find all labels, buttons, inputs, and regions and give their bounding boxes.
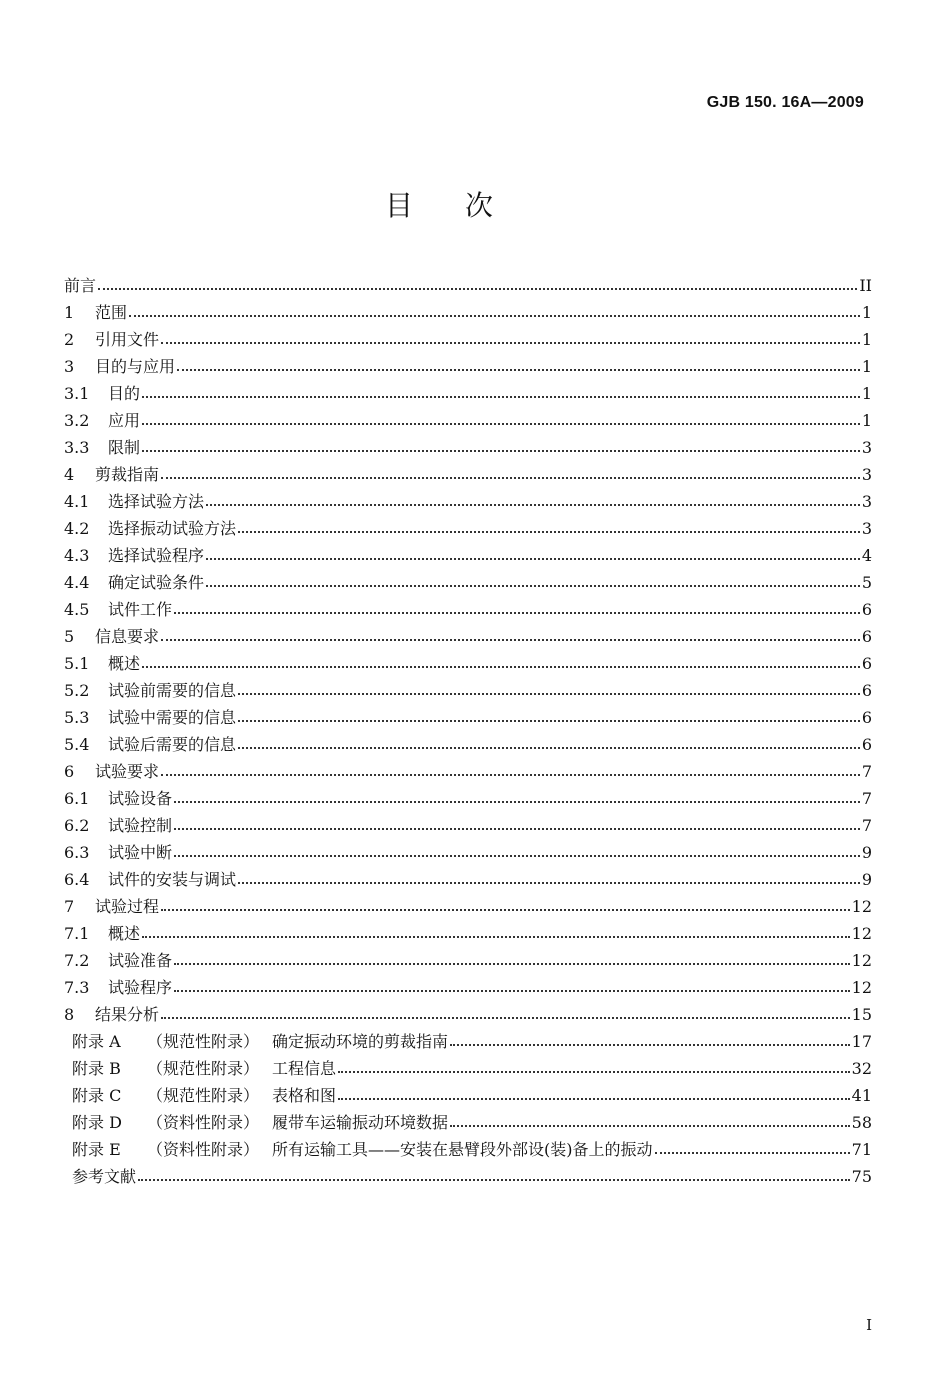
toc-entry[interactable] <box>64 272 872 299</box>
toc-entry-page: 6 <box>861 708 872 727</box>
toc-entry-label: 选择振动试验方法 <box>108 519 237 538</box>
toc-appendix-entry[interactable] <box>64 1055 872 1082</box>
toc-entry-page: 12 <box>851 897 872 916</box>
appendix-kind: （规范性附录） <box>147 1059 260 1078</box>
toc-entry-label: 试验过程 <box>95 897 160 916</box>
appendix-kind: （资料性附录） <box>147 1113 260 1132</box>
toc-references-entry[interactable] <box>64 1163 872 1190</box>
toc-entry-number: 4 <box>64 465 75 484</box>
toc-entry-label: 选择试验程序 <box>108 546 205 565</box>
toc-leader-dots <box>238 692 860 695</box>
toc-entry-label: 目的与应用 <box>95 357 176 376</box>
standard-code: GJB 150. 16A—2009 <box>706 94 864 111</box>
toc-entry-label: 选择试验方法 <box>108 492 205 511</box>
toc-entry-page: 15 <box>851 1005 872 1024</box>
toc-leader-dots <box>338 1097 850 1100</box>
toc-leader-dots <box>450 1043 850 1046</box>
toc-entry-label: 试件的安装与调试 <box>108 870 237 889</box>
toc-entry[interactable] <box>64 542 872 569</box>
toc-entry-label: 前言 <box>64 276 97 295</box>
appendix-label: 所有运输工具——安装在悬臂段外部设(装)备上的振动 <box>272 1140 653 1159</box>
toc-appendix-entry[interactable] <box>64 1082 872 1109</box>
toc-entry[interactable] <box>64 353 872 380</box>
toc-entry[interactable] <box>64 380 872 407</box>
toc-leader-dots <box>161 341 860 344</box>
toc-leader-dots <box>174 989 850 992</box>
toc-leader-dots <box>177 368 860 371</box>
toc-entry-label: 试验前需要的信息 <box>108 681 237 700</box>
references-label: 参考文献 <box>72 1167 137 1186</box>
toc-leader-dots <box>206 503 860 506</box>
toc-entry-page: 7 <box>861 762 872 781</box>
toc-entry-page: 7 <box>861 816 872 835</box>
toc-entry-label: 限制 <box>108 438 141 457</box>
toc-entry[interactable] <box>64 299 872 326</box>
toc-leader-dots <box>161 638 860 641</box>
toc-leader-dots <box>450 1124 850 1127</box>
appendix-label: 确定振动环境的剪裁指南 <box>272 1032 449 1051</box>
toc-entry[interactable] <box>64 920 872 947</box>
toc-leader-dots <box>238 719 860 722</box>
toc-entry-number: 4.2 <box>64 519 90 538</box>
page-title: 目次 <box>384 189 545 222</box>
toc-entry[interactable] <box>64 785 872 812</box>
toc-entry-page: 6 <box>861 735 872 754</box>
toc-appendix-entry[interactable] <box>64 1028 872 1055</box>
toc-leader-dots <box>174 962 850 965</box>
appendix-label: 表格和图 <box>272 1086 337 1105</box>
appendix-kind: （规范性附录） <box>147 1086 260 1105</box>
toc-entry-page: 7 <box>861 789 872 808</box>
table-of-contents <box>64 272 872 1190</box>
toc-entry-number: 7 <box>64 897 75 916</box>
toc-entry-page: 3 <box>861 438 872 457</box>
toc-entry-number: 1 <box>64 303 75 322</box>
appendix-letter: 附录 D <box>72 1113 122 1132</box>
toc-entry[interactable] <box>64 515 872 542</box>
toc-entry-page: 1 <box>861 384 872 403</box>
toc-appendix-entry[interactable] <box>64 1136 872 1163</box>
toc-leader-dots <box>174 854 860 857</box>
appendix-letter: 附录 C <box>72 1086 122 1105</box>
toc-entry-number: 5 <box>64 627 75 646</box>
toc-entry-label: 应用 <box>108 411 141 430</box>
toc-leader-dots <box>338 1070 850 1073</box>
toc-entry[interactable] <box>64 731 872 758</box>
toc-entry-number: 4.5 <box>64 600 90 619</box>
toc-leader-dots <box>655 1151 850 1154</box>
toc-leader-dots <box>238 530 860 533</box>
toc-entry-number: 7.1 <box>64 924 90 943</box>
appendix-page: 17 <box>851 1032 872 1051</box>
toc-entry-number: 7.3 <box>64 978 90 997</box>
toc-leader-dots <box>174 611 860 614</box>
toc-entry[interactable] <box>64 650 872 677</box>
toc-leader-dots <box>138 1178 850 1181</box>
toc-entry-number: 7.2 <box>64 951 90 970</box>
toc-leader-dots <box>142 449 860 452</box>
toc-entry-label: 试验要求 <box>95 762 160 781</box>
toc-entry-number: 6.3 <box>64 843 90 862</box>
appendix-page: 58 <box>851 1113 872 1132</box>
toc-entry[interactable] <box>64 569 872 596</box>
toc-entry-label: 结果分析 <box>95 1005 160 1024</box>
toc-entry-label: 概述 <box>108 924 141 943</box>
toc-entry-label: 试验准备 <box>108 951 173 970</box>
toc-entry-label: 范围 <box>95 303 128 322</box>
toc-entry-number: 4.4 <box>64 573 90 592</box>
toc-entry[interactable] <box>64 623 872 650</box>
toc-entry-number: 4.3 <box>64 546 90 565</box>
appendix-page: 41 <box>851 1086 872 1105</box>
toc-entry-number: 3 <box>64 357 75 376</box>
toc-entry-label: 试验后需要的信息 <box>108 735 237 754</box>
appendix-letter: 附录 A <box>72 1032 121 1051</box>
toc-entry[interactable] <box>64 947 872 974</box>
toc-entry-page: 4 <box>861 546 872 565</box>
toc-entry-label: 试验控制 <box>108 816 173 835</box>
toc-entry-page: 9 <box>861 870 872 889</box>
toc-leader-dots <box>142 665 860 668</box>
toc-entry-number: 5.2 <box>64 681 90 700</box>
toc-entry-page: 9 <box>861 843 872 862</box>
toc-entry[interactable] <box>64 974 872 1001</box>
toc-entry-number: 6.1 <box>64 789 90 808</box>
toc-leader-dots <box>129 314 860 317</box>
toc-leader-dots <box>174 827 860 830</box>
toc-entry-number: 6.4 <box>64 870 90 889</box>
toc-entry-label: 确定试验条件 <box>108 573 205 592</box>
toc-entry[interactable] <box>64 461 872 488</box>
toc-entry-label: 试验设备 <box>108 789 173 808</box>
toc-entry-page: 6 <box>861 627 872 646</box>
toc-entry-number: 4.1 <box>64 492 90 511</box>
toc-entry-page: 1 <box>861 357 872 376</box>
toc-entry-label: 试件工作 <box>108 600 173 619</box>
toc-entry-page: 12 <box>851 924 872 943</box>
toc-leader-dots <box>161 773 860 776</box>
toc-entry-label: 引用文件 <box>95 330 160 349</box>
toc-entry-label: 信息要求 <box>95 627 160 646</box>
toc-entry-number: 6 <box>64 762 75 781</box>
toc-leader-dots <box>142 935 850 938</box>
toc-entry-number: 3.3 <box>64 438 90 457</box>
toc-entry-label: 概述 <box>108 654 141 673</box>
toc-appendix-entry[interactable] <box>64 1109 872 1136</box>
toc-entry-number: 3.1 <box>64 384 90 403</box>
toc-entry[interactable] <box>64 812 872 839</box>
toc-entry[interactable] <box>64 1001 872 1028</box>
toc-entry-page: 5 <box>861 573 872 592</box>
appendix-page: 71 <box>851 1140 872 1159</box>
toc-entry[interactable] <box>64 677 872 704</box>
toc-entry-page: 12 <box>851 978 872 997</box>
toc-leader-dots <box>161 908 850 911</box>
toc-leader-dots <box>161 476 860 479</box>
toc-leader-dots <box>98 287 857 290</box>
footer-page-number: I <box>866 1316 872 1334</box>
toc-leader-dots <box>142 422 860 425</box>
toc-leader-dots <box>206 584 860 587</box>
toc-entry-page: 6 <box>861 600 872 619</box>
references-page: 75 <box>851 1167 872 1186</box>
toc-entry[interactable] <box>64 434 872 461</box>
toc-entry[interactable] <box>64 407 872 434</box>
toc-entry-page: 3 <box>861 492 872 511</box>
toc-entry-number: 5.3 <box>64 708 90 727</box>
appendix-label: 工程信息 <box>272 1059 337 1078</box>
toc-entry-label: 试验中需要的信息 <box>108 708 237 727</box>
toc-entry-page: II <box>859 276 872 295</box>
toc-entry-page: 1 <box>861 303 872 322</box>
toc-entry[interactable] <box>64 893 872 920</box>
toc-entry-page: 6 <box>861 654 872 673</box>
toc-entry-number: 5.4 <box>64 735 90 754</box>
toc-entry-label: 剪裁指南 <box>95 465 160 484</box>
appendix-page: 32 <box>851 1059 872 1078</box>
appendix-label: 履带车运输振动环境数据 <box>272 1113 449 1132</box>
toc-entry-page: 3 <box>861 465 872 484</box>
toc-entry-label: 试验中断 <box>108 843 173 862</box>
toc-entry[interactable] <box>64 758 872 785</box>
toc-entry[interactable] <box>64 866 872 893</box>
toc-entry-number: 6.2 <box>64 816 90 835</box>
toc-entry-number: 2 <box>64 330 75 349</box>
toc-entry[interactable] <box>64 704 872 731</box>
toc-entry-number: 8 <box>64 1005 75 1024</box>
toc-entry-page: 1 <box>861 330 872 349</box>
toc-entry-page: 3 <box>861 519 872 538</box>
appendix-letter: 附录 B <box>72 1059 121 1078</box>
toc-entry-number: 5.1 <box>64 654 90 673</box>
appendix-kind: （规范性附录） <box>147 1032 260 1051</box>
toc-entry-page: 12 <box>851 951 872 970</box>
toc-entry[interactable] <box>64 326 872 353</box>
appendix-kind: （资料性附录） <box>147 1140 260 1159</box>
toc-leader-dots <box>206 557 860 560</box>
toc-entry[interactable] <box>64 488 872 515</box>
toc-leader-dots <box>238 746 860 749</box>
toc-entry-label: 目的 <box>108 384 141 403</box>
toc-entry-page: 6 <box>861 681 872 700</box>
toc-entry[interactable] <box>64 839 872 866</box>
toc-leader-dots <box>161 1016 850 1019</box>
appendix-letter: 附录 E <box>72 1140 121 1159</box>
toc-entry[interactable] <box>64 596 872 623</box>
toc-leader-dots <box>142 395 860 398</box>
toc-entry-page: 1 <box>861 411 872 430</box>
toc-leader-dots <box>238 881 860 884</box>
toc-entry-label: 试验程序 <box>108 978 173 997</box>
toc-entry-number: 3.2 <box>64 411 90 430</box>
toc-leader-dots <box>174 800 860 803</box>
